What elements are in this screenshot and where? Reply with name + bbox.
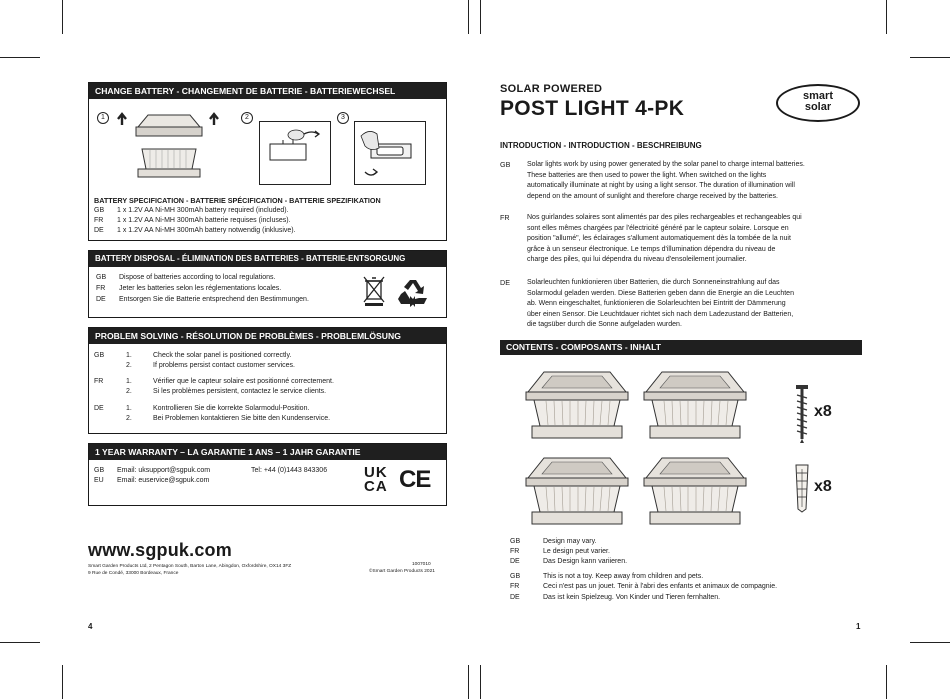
- change-battery-section: [88, 82, 447, 241]
- note-text: Design may vary.: [543, 538, 597, 545]
- intro-line: Solarmodul geladen werden. Diese Batterien geben dann die Energie an die Leuchten: [527, 289, 794, 297]
- intro-lang: FR: [500, 213, 510, 222]
- problem-lang: FR: [94, 378, 104, 385]
- disposal-row-text: Jeter les batteries selon les réglementations locales.: [119, 285, 282, 292]
- contents-title: CONTENTS - COMPOSANTS - INHALT: [500, 340, 862, 355]
- crop-mark: [468, 665, 469, 699]
- crop-mark: [62, 665, 63, 699]
- problem-number: 2.: [126, 415, 132, 422]
- warranty-email: Email: uksupport@sgpuk.com: [117, 467, 211, 474]
- crop-mark: [910, 642, 950, 643]
- spec-row-lang: DE: [94, 227, 104, 234]
- crop-mark: [468, 0, 469, 34]
- screw-icon: [795, 385, 809, 443]
- warranty-lang: EU: [94, 477, 104, 484]
- intro-line: position "allumé", les éclairages s'allument automatiquement dès la tombée de la nuit: [527, 235, 791, 242]
- warning-text: This is not a toy. Keep away from children and pets.: [543, 573, 704, 580]
- problem-text: If problems persist contact customer services.: [153, 362, 295, 369]
- battery-disposal-title: BATTERY DISPOSAL - ÉLIMINATION DES BATTERIES - BATTERIE-ENTSORGUNG: [89, 251, 446, 267]
- problem-number: 1.: [126, 378, 132, 385]
- spec-row-lang: FR: [94, 217, 104, 224]
- intro-line: ab. Wenn eingeschaltet, funktionieren die Solarleuchten bei Eintritt der Dämmerung: [527, 300, 786, 307]
- intro-lang: DE: [500, 278, 510, 287]
- step-2-illustration: [259, 121, 331, 185]
- contents-section: [500, 340, 862, 355]
- disposal-row-text: Entsorgen Sie die Batterie entsprechend den Bestimmungen.: [119, 296, 309, 303]
- intro-title: INTRODUCTION - INTRODUCTION - BESCHREIBUNG: [500, 141, 702, 150]
- step-2-badge: [241, 112, 253, 124]
- screw-quantity: x8: [814, 403, 832, 420]
- logo-top: smart: [803, 90, 833, 102]
- warranty-section: [88, 443, 447, 506]
- warning-text: Ceci n'est pas un jouet. Tenir à l'abri des enfants et animaux de compagnie.: [543, 583, 778, 590]
- warranty-tel: Tel: +44 (0)1443 843306: [251, 467, 328, 474]
- problem-lang: GB: [94, 352, 105, 359]
- crop-mark: [480, 0, 481, 34]
- intro-line: These batteries are then used to power the light. When switched on the lights: [527, 171, 767, 179]
- ce-mark: CE: [399, 466, 431, 493]
- problem-text: Vérifier que le capteur solaire est positionné correctement.: [153, 378, 334, 385]
- warranty-title: 1 YEAR WARRANTY – LA GARANTIE 1 ANS – 1 JAHR GARANTIE: [89, 444, 446, 460]
- step-1-illustration: [114, 107, 224, 183]
- warranty-lang: GB: [94, 467, 105, 474]
- note-lang: GB: [510, 538, 521, 545]
- intro-line: sont elles mêmes chargées par l'électricité généré par le capteur solaire. Lorsque en: [527, 224, 789, 232]
- problem-text: Bei Problemen kontaktieren Sie bitte den Kundenservice.: [153, 415, 331, 422]
- wall-plug-icon: [794, 463, 810, 513]
- step-3-badge: [337, 112, 349, 124]
- problem-number: 2.: [126, 388, 132, 395]
- crop-mark: [886, 665, 887, 699]
- copyright: ©Smart Garden Products 2021: [369, 569, 435, 574]
- warning-lang: DE: [510, 594, 520, 601]
- page-number-left: 4: [88, 622, 93, 631]
- problem-lang: DE: [94, 405, 104, 412]
- address-line-1: Smart Garden Products Ltd, 2 Pentagon South, Barton Lane, Abingdon, Oxfordshire, OX14 3FZ: [88, 564, 292, 569]
- note-lang: DE: [510, 558, 520, 565]
- intro-paragraph-fr: [527, 213, 867, 266]
- disposal-row-lang: FR: [96, 285, 106, 292]
- note-lang: FR: [510, 548, 520, 555]
- intro-line: Solar lights work by using power generated by the solar panel to charge internal batteries.: [527, 161, 805, 168]
- battery-disposal-section: [88, 250, 447, 318]
- crop-mark: [886, 0, 887, 34]
- warning-lang: FR: [510, 583, 520, 590]
- intro-paragraph-de: [527, 278, 867, 331]
- crop-mark: [0, 57, 40, 58]
- battery-spec-title: BATTERY SPECIFICATION - BATTERIE SPÉCIFICATION - BATTERIE SPEZIFIKATION: [94, 196, 381, 205]
- problem-text: Check the solar panel is positioned correctly.: [153, 352, 292, 359]
- spec-row-text: 1 x 1.2V AA Ni-MH 300mAh battery required (included).: [117, 207, 289, 214]
- intro-line: grâce à un senseur électronique. Le temps d'illumination dépendra du niveau de: [527, 245, 776, 253]
- eyebrow: SOLAR POWERED: [500, 83, 603, 95]
- intro-line: charge des piles, qui lui dépendra du niveau d'ensoleilement journalier.: [527, 256, 747, 263]
- warning-lang: GB: [510, 573, 521, 580]
- problem-number: 2.: [126, 362, 132, 369]
- warranty-email: Email: euservice@sgpuk.com: [117, 477, 210, 484]
- crop-mark: [910, 57, 950, 58]
- crop-mark: [0, 642, 40, 643]
- brand-logo: [776, 84, 860, 122]
- spec-row-text: 1 x 1.2V AA Ni-MH 300mAh battery notwendig (inklusive).: [117, 227, 296, 234]
- step-3-illustration: [354, 121, 426, 185]
- plug-quantity: x8: [814, 478, 832, 495]
- crop-mark: [480, 665, 481, 699]
- recycle-icon: [396, 276, 430, 308]
- note-text: Le design peut varier.: [543, 548, 610, 555]
- address-line-2: 9 Rue de Condé, 33000 Bordeaux, France: [88, 571, 179, 576]
- intro-line: Nos guirlandes solaires sont alimentés par des piles rechargeables et rechangeables qui: [527, 214, 802, 221]
- ukca-top: UK: [364, 464, 388, 481]
- ukca-mark: [364, 466, 388, 494]
- problem-text: Si les problèmes persistent, contactez le service clients.: [153, 388, 327, 395]
- spec-row-lang: GB: [94, 207, 105, 214]
- ukca-bottom: CA: [364, 478, 388, 495]
- problem-number: 1.: [126, 352, 132, 359]
- step-3-number: 3: [341, 114, 345, 121]
- intro-lang: GB: [500, 160, 511, 169]
- change-battery-title: CHANGE BATTERY - CHANGEMENT DE BATTERIE - BATTERIEWECHSEL: [89, 83, 446, 99]
- website-url: www.sgpuk.com: [88, 540, 232, 560]
- crossed-bin-icon: [362, 275, 386, 307]
- problem-solving-section: [88, 327, 447, 434]
- warning-text: Das ist kein Spielzeug. Von Kinder und Tieren fernhalten.: [543, 594, 721, 601]
- spec-row-text: 1 x 1.2V AA Ni-MH 300mAh batterie requises (incluses).: [117, 217, 291, 224]
- intro-line: depend on the amount of sunlight and therefore charge received by the batteries.: [527, 192, 779, 200]
- problem-number: 1.: [126, 405, 132, 412]
- intro-line: Solarleuchten funktionieren über Batterien, die durch Sonneneinstrahlung auf das: [527, 279, 780, 286]
- intro-line: die tagsüber durch die Sonne aufgeladen wurden.: [527, 321, 682, 328]
- disposal-row-lang: GB: [96, 274, 107, 281]
- product-code: 1007010: [412, 562, 431, 567]
- intro-line: über einen Sensor. Die Leuchtdauer richtet sich nach dem Ladezustand der Batterien,: [527, 310, 794, 318]
- product-title: POST LIGHT 4-PK: [500, 97, 685, 120]
- logo-bottom: solar: [804, 101, 832, 113]
- note-text: Das Design kann variieren.: [543, 558, 628, 565]
- crop-mark: [62, 0, 63, 34]
- page-number-right: 1: [856, 622, 861, 631]
- problem-solving-title: PROBLEM SOLVING - RÉSOLUTION DE PROBLÈMES - PROBLEMLÖSUNG: [89, 328, 446, 344]
- intro-line: automatically illuminate at night by using a light sensor. The duration of illumination will: [527, 182, 795, 189]
- step-1-number: 1: [101, 114, 105, 121]
- problem-text: Kontrollieren Sie die korrekte Solarmodul-Position.: [153, 405, 310, 412]
- product-lights-illustration: [522, 364, 772, 534]
- step-2-number: 2: [245, 114, 249, 121]
- intro-paragraph-gb: [527, 160, 867, 202]
- step-1-badge: [97, 112, 109, 124]
- disposal-row-lang: DE: [96, 296, 106, 303]
- disposal-row-text: Dispose of batteries according to local regulations.: [119, 274, 276, 281]
